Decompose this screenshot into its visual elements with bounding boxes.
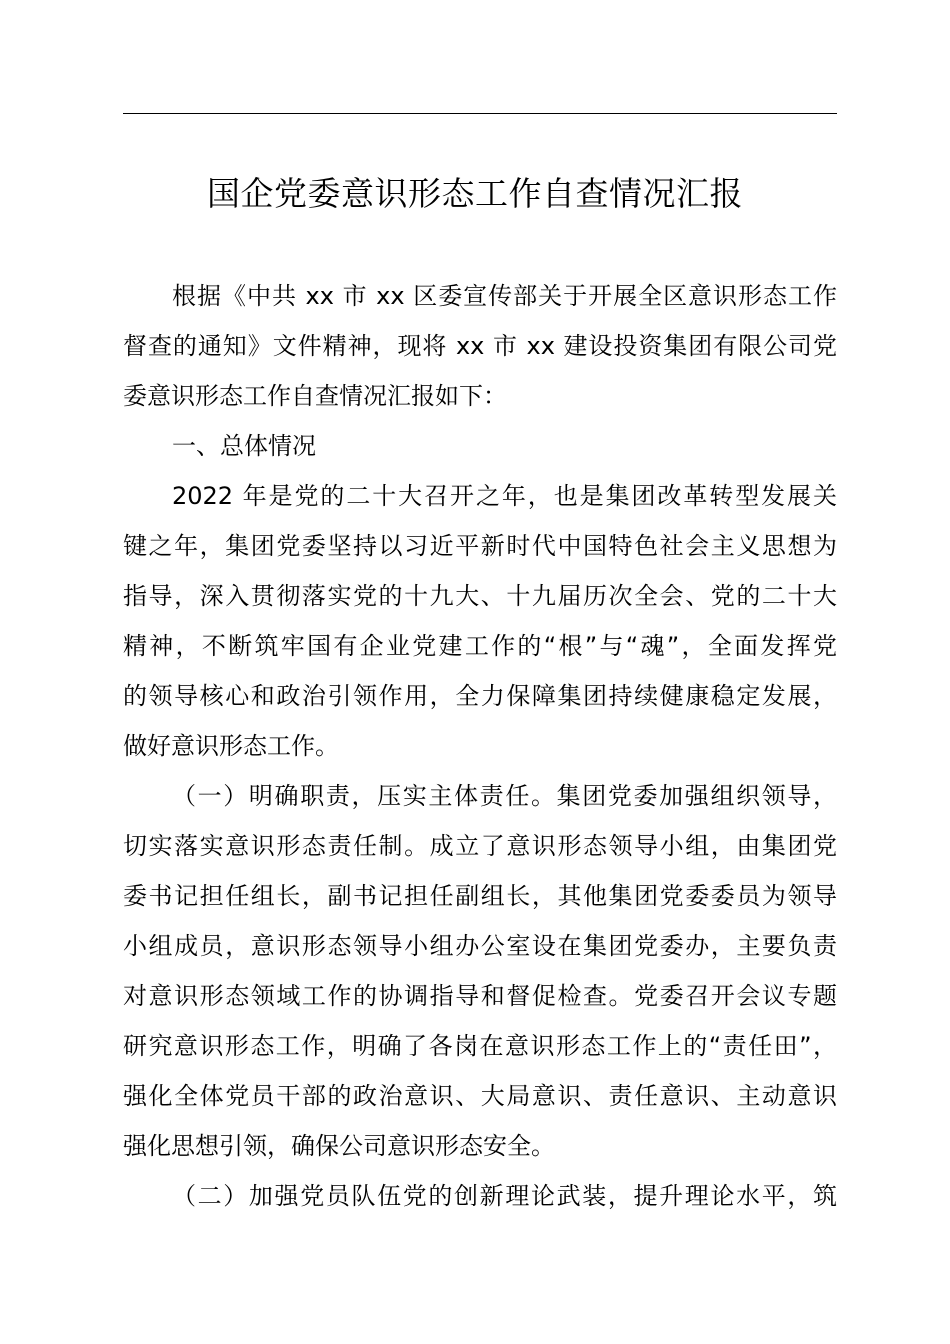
body-line	[123, 471, 837, 521]
body-line	[123, 1071, 837, 1121]
line-text: 督查的通知》文件精神，现将 xx 市 xx 建设投资集团有限公司党	[123, 332, 837, 360]
body-line	[123, 271, 837, 321]
body-line	[123, 671, 837, 721]
document-title: 国企党委意识形态工作自查情况汇报	[207, 174, 743, 213]
line-text: 切实落实意识形态责任制。成立了意识形态领导小组，由集团党	[123, 832, 837, 860]
header-rule	[123, 113, 837, 114]
body-line	[123, 921, 837, 971]
line-text: 2022 年是党的二十大召开之年，也是集团改革转型发展关	[172, 482, 837, 510]
line-text: 的领导核心和政治引领作用，全力保障集团持续健康稳定发展，	[123, 682, 837, 710]
line-text: 一、总体情况	[172, 432, 316, 460]
body-line	[123, 1121, 837, 1171]
body-line	[123, 521, 837, 571]
section-heading	[123, 421, 837, 471]
body-line	[123, 571, 837, 621]
body-line	[123, 1021, 837, 1071]
line-text: 键之年，集团党委坚持以习近平新时代中国特色社会主义思想为	[123, 532, 837, 560]
body-line	[123, 821, 837, 871]
line-text: 精神，不断筑牢国有企业党建工作的“根”与“魂”，全面发挥党	[123, 632, 837, 660]
subsection-line	[123, 771, 837, 821]
line-text: 委意识形态工作自查情况汇报如下：	[123, 382, 507, 410]
line-text: 根据《中共 xx 市 xx 区委宣传部关于开展全区意识形态工作	[172, 282, 837, 310]
body-line	[123, 871, 837, 921]
line-text: （一）明确职责，压实主体责任。集团党委加强组织领导，	[172, 782, 837, 810]
line-text: 强化全体党员干部的政治意识、大局意识、责任意识、主动意识	[123, 1082, 837, 1110]
body-line	[123, 621, 837, 671]
subsection-line	[123, 1171, 837, 1221]
body-line	[123, 321, 837, 371]
line-text: （二）加强党员队伍党的创新理论武装，提升理论水平，筑	[172, 1182, 837, 1210]
line-text: 对意识形态领域工作的协调指导和督促检查。党委召开会议专题	[123, 982, 837, 1010]
body-line	[123, 971, 837, 1021]
line-text: 做好意识形态工作。	[123, 732, 339, 760]
line-text: 小组成员，意识形态领导小组办公室设在集团党委办，主要负责	[123, 932, 837, 960]
document-body	[123, 271, 837, 1221]
body-line	[123, 721, 837, 771]
line-text: 研究意识形态工作，明确了各岗在意识形态工作上的“责任田”，	[123, 1032, 837, 1060]
line-text: 委书记担任组长，副书记担任副组长，其他集团党委委员为领导	[123, 882, 837, 910]
line-text: 强化思想引领，确保公司意识形态安全。	[123, 1132, 555, 1160]
body-line	[123, 371, 837, 421]
line-text: 指导，深入贯彻落实党的十九大、十九届历次全会、党的二十大	[123, 582, 837, 610]
